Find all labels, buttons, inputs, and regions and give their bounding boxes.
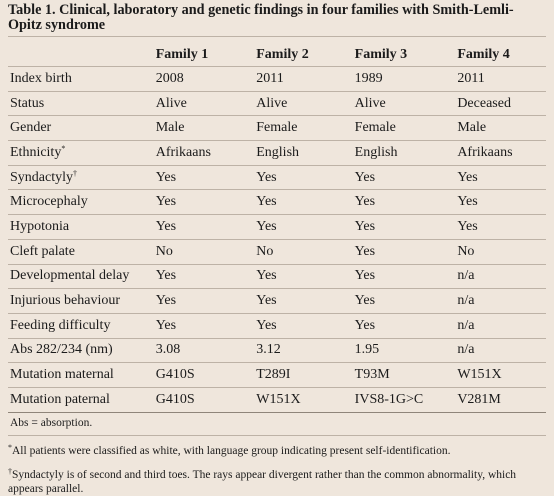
table-row	[8, 116, 546, 141]
row-label-text: Cleft palate	[10, 243, 75, 259]
findings-table	[8, 43, 546, 413]
row-label-text: Microcephaly	[10, 194, 88, 210]
cell-family-1: Yes	[156, 313, 257, 338]
table-row	[8, 67, 546, 92]
header-cell-label	[8, 43, 156, 67]
cell-family-2: Alive	[256, 91, 354, 116]
row-label-text: Developmental delay	[10, 268, 130, 284]
row-label	[8, 338, 156, 363]
table-title: Table 1. Clinical, laboratory and genetic findings in four families with Smith-Lemli-Opitz syndrome	[8, 2, 546, 37]
cell-family-3: Female	[355, 116, 458, 141]
row-label	[8, 116, 156, 141]
footnote-marker: *	[61, 143, 66, 153]
cell-family-2: 2011	[256, 67, 354, 92]
table-row	[8, 363, 546, 388]
cell-family-1: Yes	[156, 165, 257, 190]
cell-family-2: T289I	[256, 363, 354, 388]
row-label	[8, 165, 156, 190]
cell-family-2: W151X	[256, 387, 354, 412]
footnote-divider	[8, 435, 546, 436]
table-row	[8, 313, 546, 338]
cell-family-4: n/a	[457, 338, 546, 363]
cell-family-1: G410S	[156, 363, 257, 388]
row-label	[8, 190, 156, 215]
footnote-text: Syndactyly is of second and third toes. The rays appear divergent rather than the common abnormality, which appears parallel.	[8, 469, 517, 495]
cell-family-3: English	[355, 141, 458, 166]
footnote-mark: †	[8, 467, 12, 477]
cell-family-1: Yes	[156, 264, 257, 289]
cell-family-4: n/a	[457, 313, 546, 338]
cell-family-3: Yes	[355, 289, 458, 314]
cell-family-3: Yes	[355, 215, 458, 240]
cell-family-4: No	[457, 239, 546, 264]
footnote	[8, 469, 546, 496]
table-row	[8, 91, 546, 116]
row-label-text: Index birth	[10, 70, 72, 86]
cell-family-2: Yes	[256, 165, 354, 190]
cell-family-1: Alive	[156, 91, 257, 116]
header-cell-family-3: Family 3	[355, 43, 458, 67]
row-label-text: Abs 282/234 (nm)	[10, 342, 113, 358]
header-cell-family-4: Family 4	[457, 43, 546, 67]
cell-family-4: Yes	[457, 190, 546, 215]
table-row	[8, 289, 546, 314]
cell-family-4: Yes	[457, 165, 546, 190]
cell-family-3: Yes	[355, 264, 458, 289]
cell-family-3: IVS8-1G>C	[355, 387, 458, 412]
row-label	[8, 289, 156, 314]
row-label	[8, 363, 156, 388]
abbreviation-note: Abs = absorption.	[10, 416, 93, 429]
table-body	[8, 67, 546, 413]
row-label	[8, 67, 156, 92]
footnote-marker: †	[73, 168, 77, 178]
cell-family-1: Male	[156, 116, 257, 141]
cell-family-4: Yes	[457, 215, 546, 240]
footnote-text: All patients were classified as white, with language group indicating present self-identification.	[12, 444, 451, 457]
cell-family-2: No	[256, 239, 354, 264]
cell-family-1: G410S	[156, 387, 257, 412]
row-label-text: Syndactyly	[10, 169, 73, 185]
cell-family-2: Female	[256, 116, 354, 141]
row-label	[8, 239, 156, 264]
cell-family-3: Yes	[355, 313, 458, 338]
cell-family-1: No	[156, 239, 257, 264]
footnote-mark: *	[8, 442, 12, 452]
row-label-text: Gender	[10, 120, 52, 136]
cell-family-1: Yes	[156, 190, 257, 215]
table-row	[8, 215, 546, 240]
cell-family-3: Yes	[355, 165, 458, 190]
cell-family-4: Deceased	[457, 91, 546, 116]
table-row	[8, 338, 546, 363]
cell-family-1: 3.08	[156, 338, 257, 363]
header-cell-family-2: Family 2	[256, 43, 354, 67]
row-label	[8, 387, 156, 412]
cell-family-1: Yes	[156, 215, 257, 240]
row-label	[8, 313, 156, 338]
row-label	[8, 264, 156, 289]
row-label	[8, 215, 156, 240]
row-label-text: Status	[10, 95, 45, 111]
cell-family-2: English	[256, 141, 354, 166]
cell-family-4: W151X	[457, 363, 546, 388]
cell-family-2: Yes	[256, 289, 354, 314]
header-cell-family-1: Family 1	[156, 43, 257, 67]
row-label	[8, 91, 156, 116]
cell-family-1: Afrikaans	[156, 141, 257, 166]
cell-family-3: Yes	[355, 190, 458, 215]
row-label-text: Injurious behaviour	[10, 293, 121, 309]
table-row	[8, 165, 546, 190]
cell-family-3: Alive	[355, 91, 458, 116]
table-row	[8, 387, 546, 412]
table-row	[8, 264, 546, 289]
row-label-text: Feeding difficulty	[10, 317, 111, 333]
cell-family-3: Yes	[355, 239, 458, 264]
cell-family-1: Yes	[156, 289, 257, 314]
table-row	[8, 239, 546, 264]
table-row	[8, 141, 546, 166]
cell-family-3: 1.95	[355, 338, 458, 363]
cell-family-4: Male	[457, 116, 546, 141]
row-label-text: Hypotonia	[10, 218, 70, 234]
cell-family-2: Yes	[256, 264, 354, 289]
row-label	[8, 141, 156, 166]
cell-family-2: Yes	[256, 215, 354, 240]
cell-family-4: V281M	[457, 387, 546, 412]
cell-family-3: 1989	[355, 67, 458, 92]
cell-family-4: Afrikaans	[457, 141, 546, 166]
cell-family-4: n/a	[457, 264, 546, 289]
cell-family-2: Yes	[256, 313, 354, 338]
row-label-text: Mutation maternal	[10, 367, 114, 383]
row-label-text: Mutation paternal	[10, 391, 110, 407]
cell-family-3: T93M	[355, 363, 458, 388]
footnote	[8, 442, 546, 459]
cell-family-2: Yes	[256, 190, 354, 215]
cell-family-4: n/a	[457, 289, 546, 314]
header-row	[8, 43, 546, 67]
cell-family-2: 3.12	[256, 338, 354, 363]
cell-family-4: 2011	[457, 67, 546, 92]
table-row	[8, 190, 546, 215]
cell-family-1: 2008	[156, 67, 257, 92]
row-label-text: Ethnicity	[10, 144, 62, 160]
